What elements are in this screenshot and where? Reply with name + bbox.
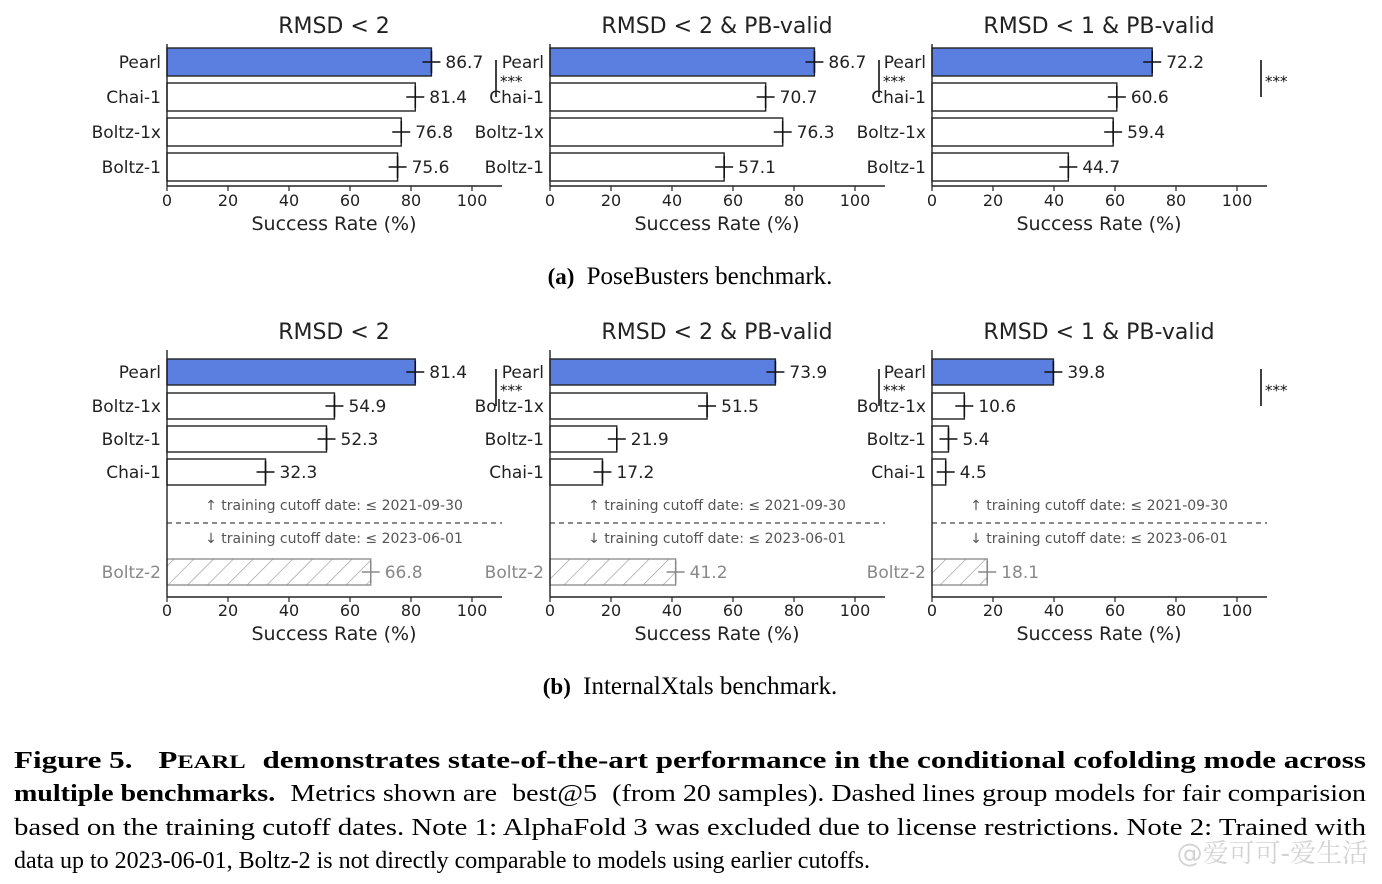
- cutoff-lower-label: ↓ training cutoff date: ≤ 2023-06-01: [588, 531, 846, 547]
- x-tick-label: 60: [722, 191, 744, 210]
- x-tick-label: 20: [600, 601, 622, 620]
- bar-boltz-1: [167, 426, 327, 452]
- x-tick-label: 0: [161, 601, 173, 620]
- category-label: Pearl: [883, 53, 926, 73]
- x-tick-label: 0: [926, 191, 938, 210]
- value-label: 32.3: [279, 463, 318, 483]
- caption-bold-part1: demonstrates state-of-the-art performance in the conditional cofolding mode across: [262, 748, 1116, 774]
- bar-pearl: [167, 359, 415, 385]
- category-label: Chai-1: [489, 463, 544, 483]
- bar-pearl: [167, 48, 431, 76]
- value-label: 4.5: [959, 463, 987, 483]
- cutoff-lower-label: ↓ training cutoff date: ≤ 2023-06-01: [205, 531, 463, 547]
- category-label: Boltz-2: [484, 563, 544, 583]
- x-axis-label: Success Rate (%): [634, 213, 800, 235]
- value-label: 41.2: [689, 563, 728, 583]
- x-tick-label: 0: [161, 191, 173, 210]
- chart-panel-3: [857, 14, 1288, 235]
- caption-model-name: P EARL: [158, 748, 231, 774]
- x-tick-label: 20: [600, 191, 622, 210]
- caption-text-2c: data up to 2023-06-01, Boltz-2 is not directly comparable to models using earlier cutoffs.: [14, 848, 871, 874]
- x-tick-label: 60: [339, 191, 361, 210]
- subcaption-a: [548, 263, 833, 290]
- subcaption-b: [543, 673, 837, 700]
- subcaption-b-label: (b): [542, 674, 571, 699]
- category-label: Chai-1: [871, 463, 926, 483]
- chart-panel-5: [475, 320, 906, 645]
- x-tick-label: 80: [1165, 601, 1187, 620]
- bar-boltz-1: [550, 153, 724, 181]
- chart-panel-1: [92, 14, 523, 235]
- chart-title: RMSD < 2: [278, 14, 390, 39]
- caption-mono: best@5: [512, 781, 585, 807]
- svg-text:multiple benchmarks. Met: [14, 781, 1366, 807]
- bar-pearl: [932, 48, 1152, 76]
- category-label: Boltz-2: [866, 563, 926, 583]
- x-tick-label: 40: [278, 191, 300, 210]
- subcaption-a-label: (a): [547, 264, 575, 289]
- x-tick-label: 20: [217, 601, 239, 620]
- bar-pearl: [932, 359, 1053, 385]
- value-label: 75.6: [411, 158, 450, 178]
- significance-label: ***: [883, 72, 906, 91]
- value-label: 76.3: [796, 123, 835, 143]
- x-tick-label: 100: [456, 191, 488, 210]
- value-label: 57.1: [738, 158, 777, 178]
- value-label: 39.8: [1067, 363, 1106, 383]
- bar-boltz-2: [550, 559, 676, 585]
- value-label: 52.3: [340, 430, 379, 450]
- subcaption-b-text: InternalXtals benchmark.: [583, 673, 838, 700]
- bar-pearl: [550, 48, 814, 76]
- x-axis-label: Success Rate (%): [251, 213, 417, 235]
- x-tick-label: 40: [661, 191, 683, 210]
- bar-boltz-1: [932, 153, 1068, 181]
- value-label: 72.2: [1166, 53, 1205, 73]
- value-label: 73.9: [789, 363, 828, 383]
- chart-title: RMSD < 2 & PB-valid: [601, 320, 833, 345]
- bar-boltz-1x: [167, 393, 334, 419]
- chart-title: RMSD < 2: [278, 320, 390, 345]
- cutoff-upper-label: ↑ training cutoff date: ≤ 2021-09-30: [205, 498, 463, 514]
- bar-boltz-1: [550, 426, 617, 452]
- caption-text-2a: (from 20 samples). Dashed lines group models for fair comparision: [612, 781, 1259, 807]
- chart-title: RMSD < 2 & PB-valid: [601, 14, 833, 39]
- value-label: 81.4: [429, 88, 468, 108]
- x-tick-label: 40: [1043, 601, 1065, 620]
- chart-panel-6: [857, 320, 1288, 645]
- category-label: Boltz-1x: [474, 397, 544, 417]
- category-label: Boltz-1x: [91, 123, 161, 143]
- x-tick-label: 0: [544, 601, 556, 620]
- category-label: Pearl: [883, 363, 926, 383]
- x-tick-label: 20: [217, 191, 239, 210]
- x-tick-label: 100: [839, 601, 871, 620]
- category-label: Boltz-2: [101, 563, 161, 583]
- bar-boltz-2: [167, 559, 371, 585]
- value-label: 76.8: [415, 123, 454, 143]
- significance-label: ***: [883, 381, 906, 400]
- category-label: Pearl: [501, 53, 544, 73]
- cutoff-upper-label: ↑ training cutoff date: ≤ 2021-09-30: [588, 498, 846, 514]
- chart-panel-2: [475, 14, 906, 235]
- category-label: Chai-1: [489, 88, 544, 108]
- caption-figure-label: Figure 5.: [14, 748, 106, 774]
- bar-chai-1: [167, 83, 415, 111]
- value-label: 10.6: [978, 397, 1017, 417]
- caption-bold-part2: multiple benchmarks.: [14, 781, 239, 807]
- x-tick-label: 40: [278, 601, 300, 620]
- category-label: Pearl: [118, 53, 161, 73]
- caption-text-1: Metrics shown are: [290, 781, 468, 807]
- category-label: Boltz-1x: [856, 397, 926, 417]
- cutoff-lower-label: ↓ training cutoff date: ≤ 2023-06-01: [970, 531, 1228, 547]
- cutoff-upper-label: ↑ training cutoff date: ≤ 2021-09-30: [970, 498, 1228, 514]
- value-label: 66.8: [384, 563, 423, 583]
- x-tick-label: 100: [1221, 191, 1253, 210]
- x-tick-label: 60: [722, 601, 744, 620]
- x-tick-label: 40: [661, 601, 683, 620]
- x-tick-label: 80: [783, 601, 805, 620]
- x-tick-label: 40: [1043, 191, 1065, 210]
- value-label: 70.7: [779, 88, 818, 108]
- bar-boltz-1x: [167, 118, 401, 146]
- x-axis-label: Success Rate (%): [634, 623, 800, 645]
- category-label: Boltz-1x: [856, 123, 926, 143]
- category-label: Chai-1: [106, 463, 161, 483]
- category-label: Pearl: [501, 363, 544, 383]
- chart-panel-4: [92, 320, 523, 645]
- category-label: Boltz-1: [866, 430, 926, 450]
- significance-label: ***: [500, 381, 523, 400]
- x-axis-label: Success Rate (%): [1016, 213, 1182, 235]
- category-label: Boltz-1: [866, 158, 926, 178]
- bar-chai-1: [550, 83, 766, 111]
- value-label: 44.7: [1082, 158, 1121, 178]
- value-label: 86.7: [828, 53, 867, 73]
- category-label: Boltz-1: [484, 430, 544, 450]
- x-tick-label: 60: [1104, 601, 1126, 620]
- bar-boltz-1x: [550, 118, 783, 146]
- value-label: 60.6: [1130, 88, 1169, 108]
- x-tick-label: 80: [783, 191, 805, 210]
- x-tick-label: 80: [400, 601, 422, 620]
- value-label: 18.1: [1001, 563, 1040, 583]
- x-axis-label: Success Rate (%): [251, 623, 417, 645]
- value-label: 81.4: [429, 363, 468, 383]
- significance-label: ***: [1265, 72, 1288, 91]
- bar-pearl: [550, 359, 775, 385]
- x-tick-label: 60: [339, 601, 361, 620]
- category-label: Boltz-1x: [91, 397, 161, 417]
- caption-text-2b: based on the training cutoff dates. Note 1: AlphaFold 3 was excluded due to license restrictions. Note 2: Trained with: [14, 815, 1366, 841]
- chart-panels: [92, 14, 1288, 645]
- value-label: 17.2: [616, 463, 655, 483]
- category-label: Boltz-1x: [474, 123, 544, 143]
- x-tick-label: 0: [544, 191, 556, 210]
- bar-boltz-1: [167, 153, 398, 181]
- value-label: 21.9: [630, 430, 669, 450]
- figure-caption: [14, 748, 1366, 874]
- value-label: 51.5: [721, 397, 759, 417]
- category-label: Boltz-1: [101, 158, 161, 178]
- svg-text:Figure 5. PEARL de: [14, 748, 1366, 774]
- x-tick-label: 20: [982, 191, 1004, 210]
- x-tick-label: 100: [1221, 601, 1253, 620]
- x-tick-label: 0: [926, 601, 938, 620]
- bar-boltz-1x: [550, 393, 707, 419]
- subcaption-a-text: PoseBusters benchmark.: [586, 263, 833, 290]
- bar-chai-1: [167, 459, 266, 485]
- x-tick-label: 20: [982, 601, 1004, 620]
- category-label: Boltz-1: [484, 158, 544, 178]
- significance-label: ***: [1265, 381, 1288, 400]
- category-label: Chai-1: [106, 88, 161, 108]
- x-tick-label: 100: [839, 191, 871, 210]
- category-label: Pearl: [118, 363, 161, 383]
- value-label: 5.4: [962, 430, 990, 450]
- x-tick-label: 100: [456, 601, 488, 620]
- bar-boltz-1x: [932, 118, 1113, 146]
- watermark: @爱可可-爱生活: [1176, 839, 1368, 869]
- chart-title: RMSD < 1 & PB-valid: [983, 14, 1215, 39]
- bar-chai-1: [932, 83, 1117, 111]
- significance-label: ***: [500, 72, 523, 91]
- x-tick-label: 60: [1104, 191, 1126, 210]
- category-label: Boltz-1: [101, 430, 161, 450]
- x-tick-label: 80: [400, 191, 422, 210]
- value-label: 54.9: [348, 397, 387, 417]
- x-axis-label: Success Rate (%): [1016, 623, 1182, 645]
- value-label: 59.4: [1127, 123, 1166, 143]
- x-tick-label: 80: [1165, 191, 1187, 210]
- chart-title: RMSD < 1 & PB-valid: [983, 320, 1215, 345]
- value-label: 86.7: [445, 53, 484, 73]
- category-label: Chai-1: [871, 88, 926, 108]
